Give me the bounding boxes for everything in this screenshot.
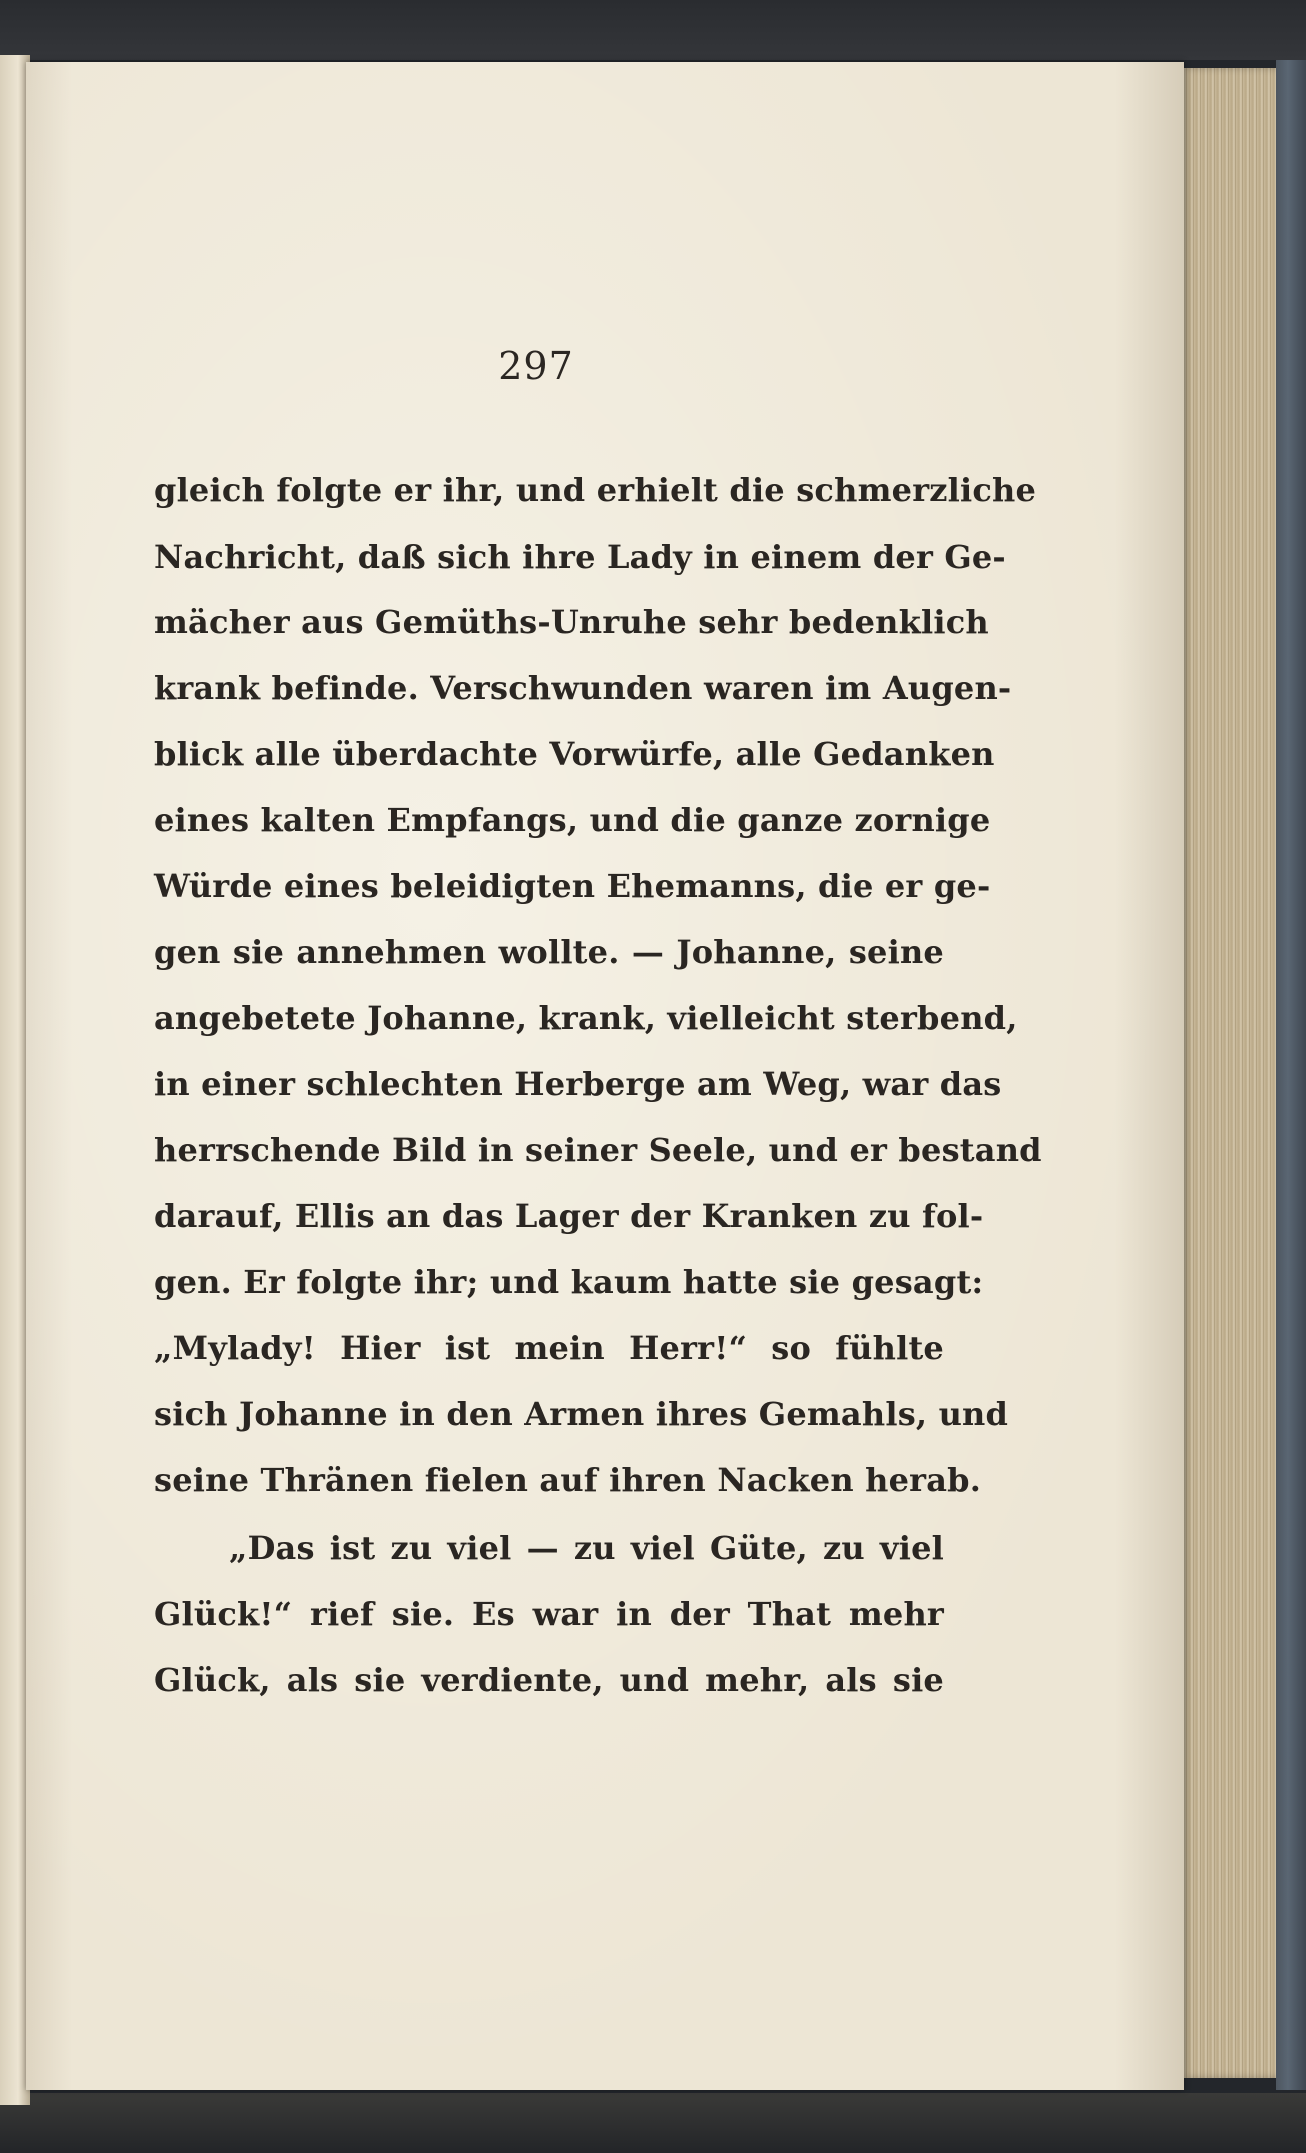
- text-line: „Mylady! Hier ist mein Herr!“ so fühlte: [154, 1329, 944, 1367]
- book-page: [26, 62, 1184, 2090]
- text-line: blick alle überdachte Vorwürfe, alle Gedanken: [154, 735, 995, 773]
- text-line: krank befinde. Verschwunden waren im Augen-: [154, 669, 1012, 707]
- text-line: sich Johanne in den Armen ihres Gemahls, und: [154, 1395, 1009, 1433]
- text-line: Glück, als sie verdiente, und mehr, als sie: [154, 1661, 944, 1699]
- text-line: „Das ist zu viel — zu viel Güte, zu viel: [229, 1529, 944, 1567]
- text-line: gen sie annehmen wollte. — Johanne, seine: [154, 933, 944, 971]
- text-line: gen. Er folgte ihr; und kaum hatte sie gesagt:: [154, 1263, 984, 1301]
- text-line: mächer aus Gemüths-Unruhe sehr bedenklich: [154, 603, 989, 641]
- binding-top: [0, 0, 1306, 60]
- text-line: seine Thränen fielen auf ihren Nacken herab.: [154, 1461, 982, 1499]
- page-stack-edge: [1180, 68, 1276, 2078]
- text-line: darauf, Ellis an das Lager der Kranken zu fol-: [154, 1197, 984, 1235]
- text-line: herrschende Bild in seiner Seele, und er bestand: [154, 1131, 1042, 1169]
- text-line: angebetete Johanne, krank, vielleicht sterbend,: [154, 999, 1018, 1037]
- text-line: gleich folgte er ihr, und erhielt die schmerzliche: [154, 471, 1037, 509]
- text-line: in einer schlechten Herberge am Weg, war das: [154, 1065, 1002, 1103]
- text-line: Glück!“ rief sie. Es war in der That mehr: [154, 1595, 944, 1633]
- text-line: Würde eines beleidigten Ehemanns, die er ge-: [154, 867, 991, 905]
- text-line: Nachricht, daß sich ihre Lady in einem der Ge-: [154, 538, 1006, 576]
- book-cover-edge: [1276, 60, 1306, 2090]
- text-line: eines kalten Empfangs, und die ganze zornige: [154, 801, 991, 839]
- page-number: 297: [498, 344, 574, 388]
- binding-bottom: [0, 2093, 1306, 2153]
